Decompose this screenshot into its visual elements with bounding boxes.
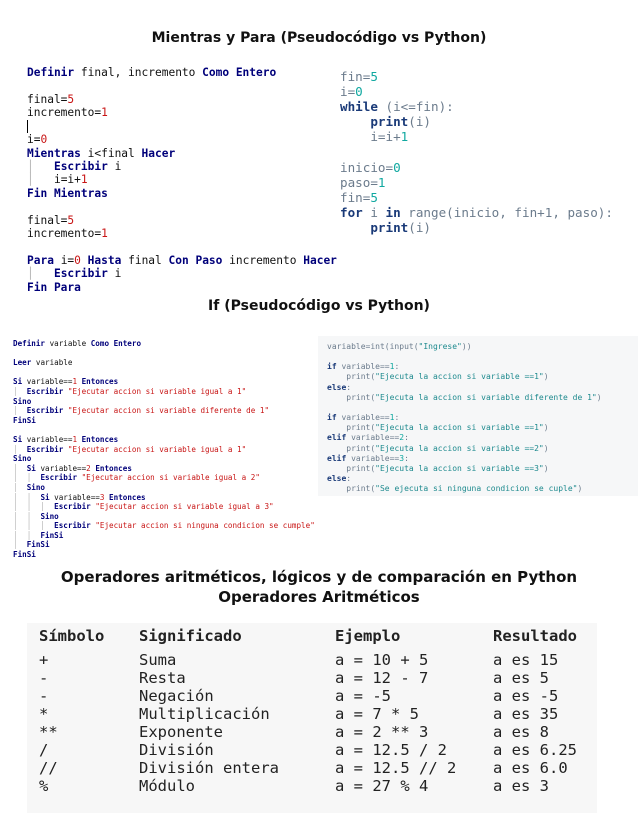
code-token: "Ejecutar accion si variable diferente de 1": [67, 406, 270, 416]
code-token: Como Entero: [202, 66, 277, 79]
code-line: [340, 114, 613, 129]
code-line: [13, 397, 315, 407]
code-line: [13, 473, 315, 483]
code-token: print(: [327, 463, 376, 473]
code-token: │: [27, 159, 54, 173]
code-token: "Ejecutar accion si variable igual a 1": [67, 444, 247, 454]
code-token: Leer: [13, 358, 32, 368]
code-token: │: [13, 386, 27, 396]
code-token: │: [13, 463, 27, 473]
code-line: [13, 377, 315, 387]
code-line: [327, 464, 602, 474]
code-token: if: [327, 413, 337, 423]
code-token: │: [27, 267, 54, 281]
code-token: Definir: [27, 66, 75, 79]
code-token: elif: [327, 453, 347, 463]
code-token: [340, 114, 370, 129]
code-token: final, incremento: [74, 66, 203, 79]
cell-result: a es 15: [493, 651, 559, 669]
cell-meaning: Módulo: [139, 777, 195, 795]
code-token: i: [362, 204, 386, 220]
code-line: [27, 254, 337, 267]
code-token: 1: [400, 129, 409, 145]
code-token: Hacer: [141, 146, 176, 160]
code-line: [340, 84, 613, 99]
code-token: "Ejecuta la accion si variable ==1": [375, 372, 544, 382]
code-line: [327, 413, 602, 423]
code-line: [27, 93, 337, 106]
code-token: print(: [327, 392, 376, 402]
code-line: [13, 550, 315, 560]
code-token: Escribir: [53, 159, 108, 173]
code-line: [13, 425, 315, 435]
code-line: [13, 521, 315, 531]
header-meaning: Significado: [139, 627, 242, 645]
code-line: [340, 220, 613, 235]
code-token: [81, 254, 88, 267]
cell-meaning: División entera: [139, 759, 279, 777]
code-token: variable==: [22, 377, 73, 387]
code-token: 5: [370, 189, 378, 205]
code-token: Sino: [13, 396, 32, 406]
subtitle-arithmetic-operators: Operadores Aritméticos: [218, 588, 420, 606]
code-token: │ │: [13, 511, 41, 521]
code-token: 2: [399, 433, 405, 443]
code-token: Con Paso: [168, 253, 223, 267]
code-token: "Ejecuta la accion si variable diferente de 1": [375, 392, 597, 402]
code-token: variable==: [22, 434, 73, 444]
code-line: [27, 227, 337, 240]
code-token: variable: [31, 358, 73, 368]
code-line: [13, 339, 315, 349]
code-line: [27, 240, 337, 253]
cell-result: a es 6.25: [493, 741, 577, 759]
code-token: Como Entero: [90, 339, 142, 348]
table-row: [27, 705, 593, 723]
code-token: Escribir: [40, 473, 78, 483]
code-token: variable=int(input(: [327, 342, 419, 351]
cell-example: a = 12 - 7: [335, 669, 429, 687]
code-token: variable: [45, 339, 91, 348]
section-title-loops: Mientras y Para (Pseudocódigo vs Python): [151, 30, 487, 46]
code-token: variable==: [35, 463, 87, 473]
code-token: fin=: [340, 69, 371, 84]
cell-meaning: Resta: [139, 669, 186, 687]
code-token: while: [340, 99, 378, 115]
code-line: [27, 120, 337, 134]
code-line: [13, 483, 315, 493]
code-token: Escribir: [26, 406, 64, 416]
code-token: Si: [26, 463, 36, 473]
code-token: Escribir: [53, 267, 108, 281]
code-line: [327, 444, 602, 454]
code-token: 2: [86, 463, 91, 473]
code-token: Si: [13, 377, 23, 387]
code-line: [327, 423, 602, 433]
code-token: Entonces: [81, 377, 119, 387]
code-line: [340, 129, 613, 144]
code-token: 0: [40, 133, 48, 147]
code-token: :: [394, 413, 400, 423]
code-token: FinSi: [13, 550, 36, 560]
code-line: [13, 368, 315, 378]
code-line: [340, 205, 613, 220]
code-token: i=: [53, 253, 75, 267]
code-token: variable==: [346, 453, 400, 463]
code-token: i<final: [80, 146, 142, 160]
code-line: [13, 406, 315, 416]
code-token: (i): [408, 219, 432, 235]
code-token: Si: [40, 492, 50, 502]
cell-result: a es 35: [493, 705, 559, 723]
code-token: │: [13, 482, 27, 492]
code-line: [13, 512, 315, 522]
code-token: else: [327, 474, 347, 484]
code-line: [13, 531, 315, 541]
cell-meaning: División: [139, 741, 214, 759]
code-token: │: [13, 406, 27, 416]
code-token: Definir: [13, 339, 46, 348]
code-token: FinSi: [13, 415, 36, 425]
code-token: i: [107, 267, 122, 281]
code-line: [340, 160, 613, 175]
cell-result: a es 5: [493, 669, 549, 687]
code-token: Hasta: [87, 253, 122, 267]
code-token: (i): [408, 114, 432, 130]
code-token: 1: [101, 226, 108, 240]
code-line: [327, 342, 602, 352]
code-token: 1: [377, 174, 386, 190]
code-token: :: [394, 362, 400, 372]
code-line: [13, 416, 315, 426]
cell-result: a es 3: [493, 777, 549, 795]
cell-symbol: /: [39, 741, 49, 759]
code-line: [327, 403, 602, 413]
code-token: elif: [327, 433, 347, 443]
code-token: ): [543, 443, 549, 453]
code-token: Sino: [26, 482, 46, 492]
code-token: )): [461, 342, 472, 351]
code-token: 3: [399, 453, 405, 463]
code-token: print(: [327, 443, 376, 453]
cell-example: a = 12.5 // 2: [335, 759, 457, 777]
code-token: else: [327, 382, 347, 392]
code-token: incremento=: [27, 226, 102, 240]
code-token: range(inicio, fin+1, paso):: [400, 204, 613, 220]
cell-symbol: -: [39, 687, 49, 705]
section-title-if: If (Pseudocódigo vs Python): [208, 298, 430, 314]
code-token: Para: [27, 253, 54, 267]
cell-example: a = 27 % 4: [335, 777, 429, 795]
code-line: [27, 281, 337, 294]
code-token: 1: [389, 362, 395, 372]
python-loops-block: [340, 69, 613, 235]
code-token: "Ejecutar accion si variable igual a 3": [95, 502, 274, 512]
code-token: :: [404, 453, 409, 463]
code-token: ): [543, 463, 549, 473]
table-row: [27, 759, 593, 777]
pseudocode-loops-block: [27, 66, 337, 294]
code-line: [27, 173, 337, 186]
cell-example: a = 7 * 5: [335, 705, 419, 723]
code-token: Sino: [40, 511, 59, 521]
code-line: [27, 187, 337, 200]
code-token: Escribir: [54, 521, 91, 531]
code-token: paso=: [340, 174, 378, 190]
code-token: 5: [67, 213, 75, 227]
code-token: "Ejecuta la accion si variable ==1": [375, 423, 544, 433]
code-line: [327, 383, 602, 393]
cell-symbol: %: [39, 777, 49, 795]
python-if-block: [327, 342, 602, 494]
code-line: [13, 540, 315, 550]
code-token: Entonces: [81, 434, 119, 444]
code-token: inicio=: [340, 159, 394, 175]
code-line: [340, 175, 613, 190]
code-line: [27, 106, 337, 119]
code-token: │ │: [13, 473, 41, 483]
code-line: [27, 66, 337, 79]
cell-example: a = 2 ** 3: [335, 723, 429, 741]
code-token: variable==: [336, 413, 390, 423]
table-row: [27, 777, 593, 795]
code-line: [27, 133, 337, 146]
code-line: [327, 454, 602, 464]
pseudocode-if-block: [13, 339, 315, 560]
code-line: [340, 99, 613, 114]
code-token: i=: [340, 84, 356, 100]
code-token: i: [107, 159, 122, 173]
code-line: [13, 435, 315, 445]
code-token: "Ingrese": [418, 342, 462, 351]
code-token: incremento=: [27, 106, 102, 120]
code-token: ): [596, 392, 602, 402]
cell-example: a = -5: [335, 687, 391, 705]
code-line: [27, 160, 337, 173]
cell-result: a es 6.0: [493, 759, 568, 777]
code-token: (i<=fin):: [377, 99, 454, 115]
code-token: "Se ejecuta si ninguna condicion se cuple": [375, 484, 578, 494]
table-row: [27, 723, 593, 741]
code-token: "Ejecuta la accion si variable ==3": [375, 463, 544, 473]
code-line: [327, 484, 602, 494]
code-token: │: [13, 444, 27, 454]
code-line: [340, 144, 613, 159]
code-token: ): [577, 484, 583, 494]
cell-symbol: *: [39, 705, 49, 723]
table-header-row: [27, 623, 593, 651]
code-line: [13, 387, 315, 397]
code-token: i=i+: [340, 129, 401, 145]
code-token: │ │: [13, 530, 41, 540]
code-token: 1: [72, 377, 78, 387]
table-row: [27, 687, 593, 705]
code-line: [327, 474, 602, 484]
code-line: [27, 214, 337, 227]
cell-meaning: Exponente: [139, 723, 223, 741]
code-token: variable==: [49, 492, 100, 502]
code-line: [327, 372, 602, 382]
code-token: 1: [72, 434, 78, 444]
code-token: │: [27, 173, 54, 187]
cell-symbol: //: [39, 759, 58, 777]
code-token: "Ejecutar accion si variable igual a 2": [81, 473, 260, 483]
cell-symbol: -: [39, 669, 49, 687]
cell-meaning: Suma: [139, 651, 177, 669]
code-token: :: [404, 433, 409, 443]
code-token: Entonces: [95, 463, 132, 473]
cell-result: a es 8: [493, 723, 549, 741]
code-token: Hacer: [303, 253, 337, 267]
code-line: [13, 464, 315, 474]
code-token: variable==: [346, 433, 400, 443]
code-token: variable==: [336, 362, 390, 372]
header-symbol: Símbolo: [39, 627, 105, 645]
code-token: │: [13, 540, 27, 550]
code-token: 0: [393, 159, 401, 175]
text-cursor: [27, 120, 28, 133]
cell-example: a = 10 + 5: [335, 651, 429, 669]
code-line: [27, 79, 337, 92]
code-token: [340, 220, 370, 235]
code-token: Entonces: [109, 492, 146, 502]
section-title-operators: Operadores aritméticos, lógicos y de comparación en Python: [60, 568, 578, 586]
code-line: [13, 493, 315, 503]
cell-symbol: +: [39, 651, 49, 669]
code-token: 1: [389, 413, 395, 423]
code-token: FinSi: [40, 530, 64, 540]
header-example: Ejemplo: [335, 627, 401, 645]
code-token: in: [385, 204, 401, 220]
code-token: "Ejecuta la accion si variable ==2": [375, 443, 544, 453]
code-token: fin=: [340, 189, 371, 205]
code-line: [13, 358, 315, 368]
code-token: print: [370, 219, 409, 235]
code-token: FinSi: [26, 540, 50, 550]
code-line: [327, 433, 602, 443]
code-token: │ │ │: [13, 521, 55, 531]
code-line: [340, 69, 613, 84]
code-token: ): [543, 423, 549, 433]
cell-meaning: Multiplicación: [139, 705, 270, 723]
arithmetic-operators-table: [27, 623, 597, 813]
code-line: [27, 147, 337, 160]
code-token: Escribir: [26, 444, 64, 454]
code-token: 0: [74, 253, 81, 267]
cell-result: a es -5: [493, 687, 559, 705]
code-token: final: [121, 253, 169, 267]
code-token: print: [370, 114, 409, 130]
header-result: Resultado: [493, 627, 577, 645]
code-token: 5: [370, 69, 378, 84]
code-token: print(: [327, 372, 376, 382]
code-token: Mientras: [27, 146, 81, 160]
code-line: [13, 445, 315, 455]
code-line: [327, 393, 602, 403]
code-token: ): [543, 372, 549, 382]
code-line: [327, 352, 602, 362]
code-token: Escribir: [26, 386, 64, 396]
code-line: [27, 200, 337, 213]
code-token: "Ejecutar accion si ninguna condicion se cumple": [95, 521, 315, 531]
code-line: [13, 454, 315, 464]
code-token: :: [346, 382, 352, 392]
code-token: Escribir: [54, 502, 91, 512]
code-token: print(: [327, 484, 376, 494]
code-line: [13, 502, 315, 512]
code-token: print(: [327, 423, 376, 433]
code-token: │ │: [13, 492, 41, 502]
table-row: [27, 669, 593, 687]
table-row: [27, 651, 593, 669]
code-line: [27, 267, 337, 280]
table-row: [27, 741, 593, 759]
code-token: if: [327, 362, 337, 372]
code-line: [340, 190, 613, 205]
cell-symbol: **: [39, 723, 58, 741]
code-token: Fin Para: [27, 280, 81, 294]
code-token: │ │ │: [13, 502, 55, 512]
code-token: :: [346, 474, 352, 484]
code-token: "Ejecutar accion si variable igual a 1": [67, 386, 247, 396]
cell-meaning: Negación: [139, 687, 214, 705]
code-token: final=: [27, 92, 68, 106]
code-token: incremento: [222, 253, 304, 267]
code-token: 0: [355, 84, 363, 100]
code-token: 5: [67, 92, 75, 106]
code-token: Si: [13, 434, 23, 444]
code-token: i=: [27, 133, 41, 147]
cell-example: a = 12.5 / 2: [335, 741, 447, 759]
code-token: Sino: [13, 454, 32, 464]
code-token: 1: [80, 173, 88, 187]
code-token: Fin Mientras: [27, 186, 108, 200]
code-line: [13, 349, 315, 359]
code-line: [327, 362, 602, 372]
code-token: final=: [27, 213, 68, 227]
code-token: 3: [99, 492, 105, 502]
code-token: 1: [101, 106, 108, 120]
code-token: i=i+: [53, 173, 81, 187]
code-token: for: [340, 204, 363, 220]
